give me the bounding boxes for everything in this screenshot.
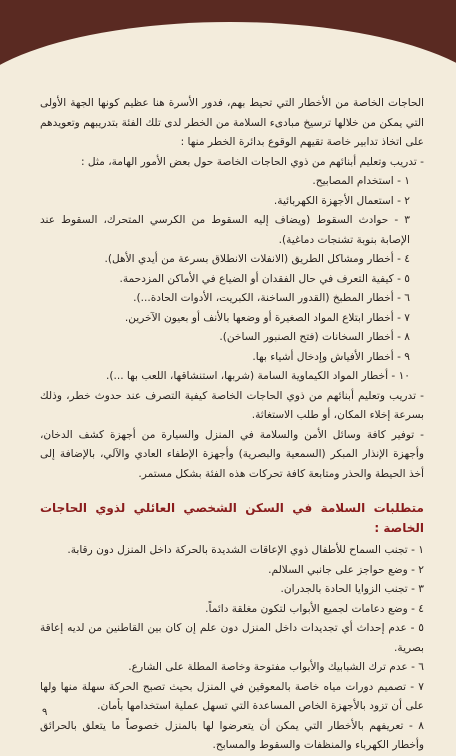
list-item: ٢ - وضع حواجز على جانبي السلالم. [268, 563, 424, 576]
list-item: ٨ - أخطار السخانات (فتح الصنبور الساخن). [219, 331, 410, 343]
section-heading: متطلبات السلامة في السكن الشخصي العائلي لذوي الحاجات الخاصة : [40, 501, 424, 535]
list-item: ٧ - تصميم دورات مياه خاصة بالمعوقين في المنزل بحيث تصبح الحركة سهلة منها ولها على أن تزود بالأجهزة الخاص المساعدة التي تسهل عملية استخدامها بأمان. [40, 680, 424, 712]
bullet-emergency: - تدريب وتعليم أبنائهم من ذوي الحاجات الخاصة كيفية التصرف عند حدوث خطر، وذلك بسرعة إخلاء المكان، أو طلب الاستغاثة. [40, 389, 424, 421]
list-item: ١ - تجنب السماح للأطفال ذوي الإعاقات الشديدة بالحركة داخل المنزل دون رقابة. [67, 544, 424, 556]
list-item: ٨ - تعريفهم بالأخطار التي يمكن أن يتعرضوا لها بالمنزل خصوصاً ما يتعلق بالحرائق وأخطار الكهرباء والمنظفات والسقوط والمسابح. [40, 719, 424, 751]
list-item: ٢ - استعمال الأجهزة الكهربائية. [273, 194, 410, 207]
list-item: ١ - استخدام المصابيح. [312, 175, 410, 187]
requirements-list [40, 541, 424, 756]
bullet-training: - تدريب وتعليم أبنائهم من ذوي الحاجات الخاصة حول بعض الأمور الهامة، مثل : [81, 155, 424, 168]
list-item: ٧ - أخطار ابتلاع المواد الصغيرة أو وضعها بالأنف أو بعيون الآخرين. [124, 311, 410, 324]
header-band [0, 0, 456, 86]
list-item: ٣ - حوادث السقوط (ويضاف إليه السقوط من الكرسي المتحرك، السقوط عند الإصابة بنوبة تشنجات دماغية). [40, 214, 410, 246]
list-item: ٥ - عدم إحداث أي تجديدات داخل المنزل دون علم إن كان بين القاطنين من لديه إعاقة بصرية. [40, 622, 424, 654]
list-item: ٦ - أخطار المطبخ (القدور الساخنة، الكبريت، الأدوات الحادة...). [133, 292, 410, 304]
list-item: ٦ - عدم ترك الشبابيك والأبواب مفتوحة وخاصة المطلة على الشارع. [128, 661, 424, 673]
list-item: ٤ - وضع دعامات لجميع الأبواب لتكون مغلقة دائماً. [205, 602, 424, 615]
list-item: ٩ - أخطار الأفياش وإدخال أشياء بها. [252, 350, 410, 363]
hazard-list [40, 172, 424, 387]
bullet-safety-devices: - توفير كافة وسائل الأمن والسلامة في المنزل والسيارة من أجهزة كشف الدخان، وأجهزة الإنذار المبكر (السمعية والبصرية) وأجهزة الإطفاء العادي والآلي، بالإضافة إلى أخذ الحيطة والحذر ومتابعة كافة تحركات هذه الفئة بشكل مستمر. [40, 428, 424, 480]
document-body [40, 94, 424, 756]
list-item: ١٠ - أخطار المواد الكيماوية السامة (شربها، استنشاقها، اللعب بها ...). [105, 370, 410, 382]
page-number: ٩ [42, 707, 48, 718]
list-item: ٣ - تجنب الزوايا الحادة بالجدران. [280, 583, 424, 595]
intro-paragraph: الحاجات الخاصة من الأخطار التي تحيط بهم، فدور الأسرة هنا عظيم كونها الجهة الأولى التي يمكن من خلالها ترسيخ مبادىء السلامة من الخطر لدى تلك الفئة بتدريبهم وتعويدهم على اتخاذ تدابير خاصة تقيهم الوقوع بدائرة الخطر منها : [40, 97, 424, 148]
list-item: ٤ - أخطار ومشاكل الطريق (الانفلات الانطلاق بسرعة من أيدي الأهل). [104, 253, 410, 265]
list-item: ٥ - كيفية التعرف في حال الفقدان أو الضياع في الأماكن المزدحمة. [119, 272, 410, 285]
